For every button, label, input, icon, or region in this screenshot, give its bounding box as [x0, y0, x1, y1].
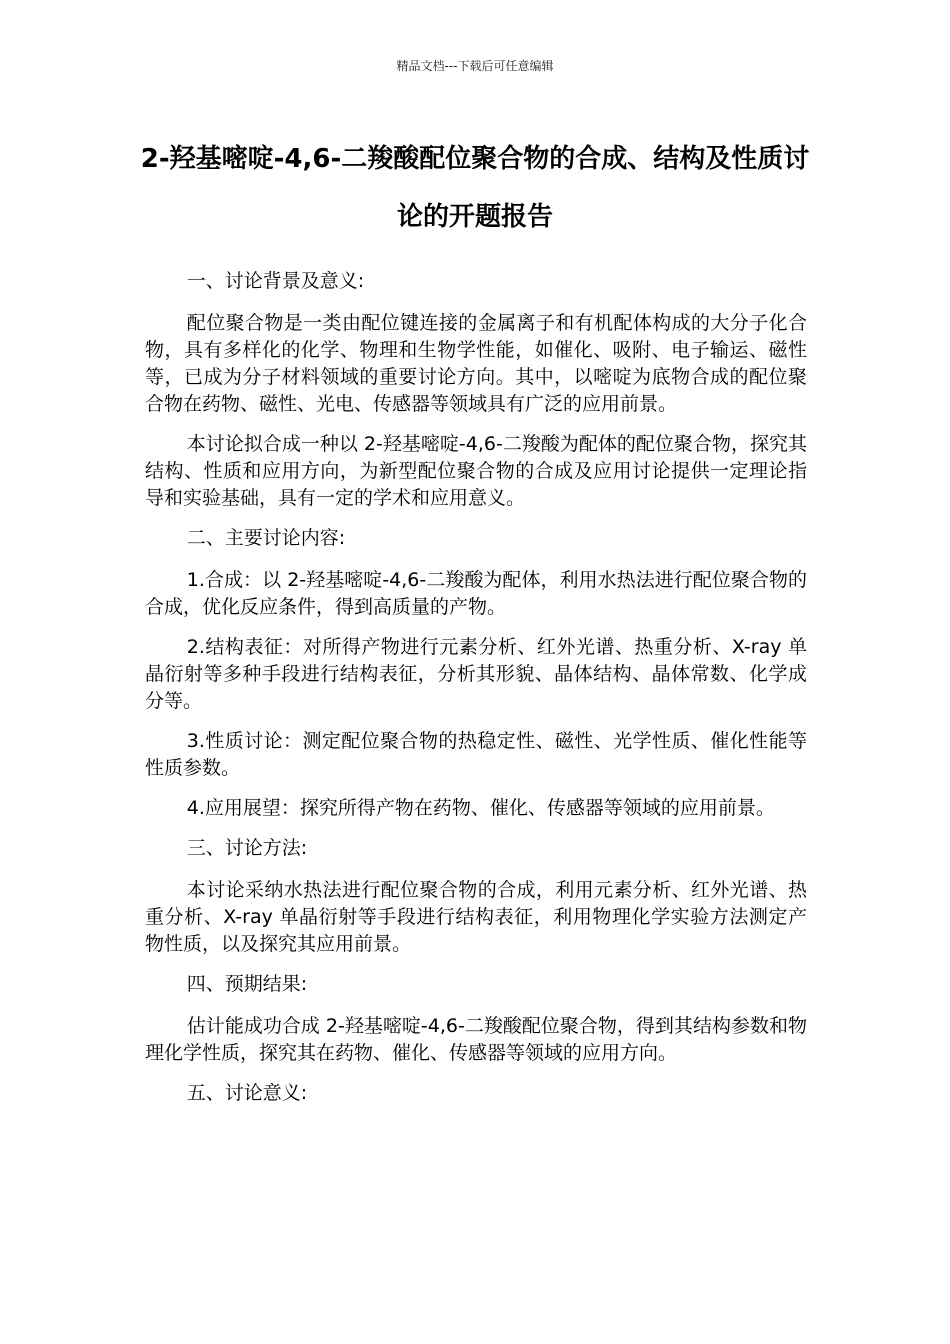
paragraph-expected-results: 估计能成功合成 2-羟基嘧啶-4,6-二羧酸配位聚合物，得到其结构参数和物理化学性质，探究其在药物、催化、传感器等领域的应用方向。 — [145, 1015, 807, 1064]
section-heading-background: 一、讨论背景及意义: — [186, 270, 365, 292]
paragraph-characterization: 2.结构表征：对所得产物进行元素分析、红外光谱、热重分析、X-ray 单晶衍射等多种手段进行结构表征，分析其形貌、晶体结构、晶体常数、化学成分等。 — [145, 636, 807, 712]
page-header: 精品文档---下载后可任意编辑 — [396, 59, 554, 73]
paragraph-properties: 3.性质讨论：测定配位聚合物的热稳定性、磁性、光学性质、催化性能等性质参数。 — [145, 730, 807, 779]
document-title: 2-羟基嘧啶-4,6-二羧酸配位聚合物的合成、结构及性质讨论的开题报告 — [140, 144, 810, 232]
paragraph-methods: 本讨论采纳水热法进行配位聚合物的合成，利用元素分析、红外光谱、热重分析、X-ray 单晶衍射等手段进行结构表征，利用物理化学实验方法测定产物性质，以及探究其应用前景。 — [145, 879, 807, 955]
section-heading-content: 二、主要讨论内容: — [186, 527, 346, 549]
section-heading-significance: 五、讨论意义: — [186, 1082, 308, 1104]
paragraph-background-1: 配位聚合物是一类由配位键连接的金属离子和有机配体构成的大分子化合物，具有多样化的化学、物理和生物学性能，如催化、吸附、电子输运、磁性等，已成为分子材料领域的重要讨论方向。其中，以嘧啶为底物合成的配位聚合物在药物、磁性、光电、传感器等领域具有广泛的应用前景。 — [145, 312, 807, 415]
paragraph-background-2: 本讨论拟合成一种以 2-羟基嘧啶-4,6-二羧酸为配体的配位聚合物，探究其结构、性质和应用方向，为新型配位聚合物的合成及应用讨论提供一定理论指导和实验基础，具有一定的学术和应用意义。 — [145, 433, 807, 509]
paragraph-synthesis: 1.合成：以 2-羟基嘧啶-4,6-二羧酸为配体，利用水热法进行配位聚合物的合成，优化反应条件，得到高质量的产物。 — [145, 569, 807, 618]
section-heading-methods: 三、讨论方法: — [186, 837, 308, 859]
paragraph-outlook: 4.应用展望：探究所得产物在药物、催化、传感器等领域的应用前景。 — [186, 797, 775, 819]
section-heading-expected-results: 四、预期结果: — [186, 973, 308, 995]
document-body — [145, 268, 807, 1122]
